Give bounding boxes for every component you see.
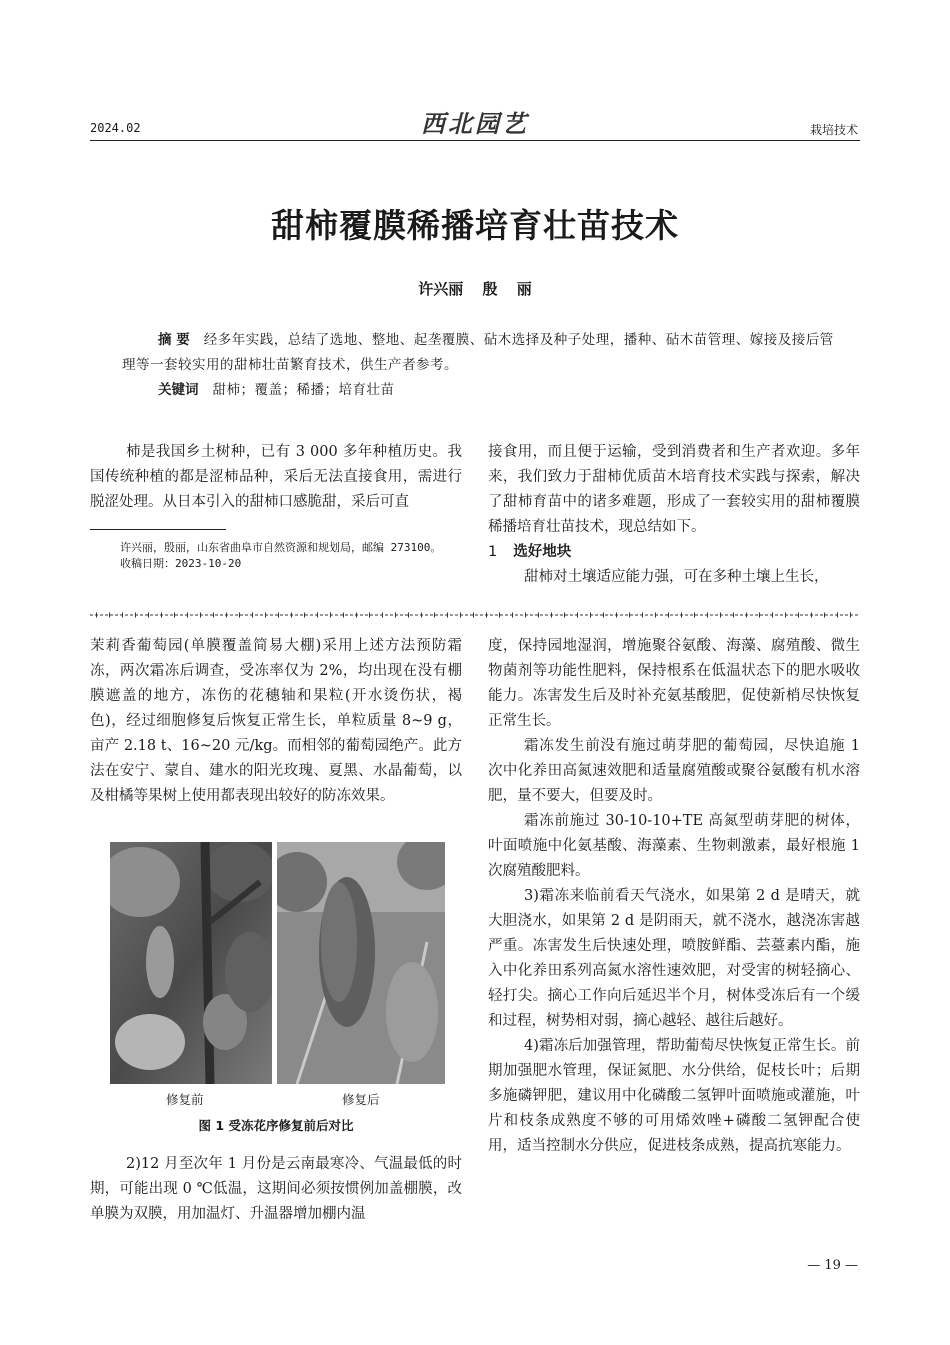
pre-frost-paragraph: 霜冻发生前没有施过萌芽肥的葡萄园，尽快追施 1 次中化养田高氮速效肥和适量腐殖酸或聚谷氨酸有机水溶肥，量不要大，但要及时。	[488, 738, 860, 804]
upper-left-column	[90, 440, 462, 515]
abstract-block	[122, 328, 838, 403]
photo-before-repair	[110, 842, 272, 1084]
intro-paragraph-continued: 接食用，而且便于运输，受到消费者和生产者欢迎。多年来，我们致力于甜柿优质苗木培育技术实践与探索，解决了甜柿育苗中的诸多难题，形成了一套较实用的甜柿覆膜稀播培育壮苗技术，现总结如下。	[488, 444, 860, 535]
section-text: 甜柿对土壤适应能力强，可在多种土壤上生长，	[524, 569, 829, 585]
lower-left-continued	[90, 1152, 462, 1227]
header-rule	[90, 140, 860, 141]
winter-paragraph: 2)12 月至次年 1 月份是云南最寒冷、气温最低的时期，可能出现 0 ℃低温，这期间必须按惯例加盖棚膜，改单膜为双膜，用加温灯、升温器增加棚内温	[90, 1156, 462, 1222]
photo-after-repair	[277, 842, 445, 1084]
keywords-text: 甜柿；覆盖；稀播；培育壮苗	[212, 382, 395, 398]
abstract-text: 经多年实践，总结了选地、整地、起垄覆膜、砧木选择及种子处理，播种、砧木苗管理、嫁接及接后管理等一套较实用的甜柿壮苗繁育技术，供生产者参考。	[122, 332, 834, 373]
lower-right-column	[488, 634, 860, 1159]
header-date: 2024.02	[90, 121, 141, 135]
section-title: 选好地块	[513, 544, 572, 560]
fertility-paragraph: 度，保持园地湿润，增施聚谷氨酸、海藻、腐殖酸、微生物菌剂等功能性肥料，保持根系在低温状态下的肥水吸收能力。冻害发生后及时补充氨基酸肥，促使新梢尽快恢复正常生长。	[488, 638, 860, 729]
lower-left-column	[90, 634, 462, 809]
footnote-author-info: 许兴丽，殷丽，山东省曲阜市自然资源和规划局，邮编 273100。	[120, 541, 442, 554]
page-cut-divider	[90, 612, 860, 618]
upper-right-column	[488, 440, 860, 590]
keywords-label: 关键词	[158, 382, 199, 398]
page-number: — 19 —	[807, 1258, 858, 1273]
caption-before: 修复前	[166, 1092, 204, 1107]
watering-paragraph: 3)霜冻来临前看天气浇水，如果第 2 d 是晴天，就大胆浇水，如果第 2 d 是阴雨天，就不浇水，越浇冻害越严重。冻害发生后快速处理，喷胺鲜酯、芸薹素内酯，施入中化养田系列高氮水溶性速效肥，对受害的树轻摘心、轻打尖。摘心工作向后延迟半个月，树体受冻后有一个缓和过程，树势相对弱，摘心越轻、越往后越好。	[488, 888, 860, 1029]
footnote-rule	[90, 529, 226, 530]
section-number: 1	[488, 544, 498, 560]
footnote-received-date: 收稿日期：2023-10-20	[120, 557, 242, 570]
article-authors: 许兴丽 殷 丽	[418, 280, 532, 298]
abstract-label: 摘 要	[158, 332, 190, 348]
section-heading	[488, 540, 860, 565]
caption-after: 修复后	[342, 1092, 380, 1107]
intro-paragraph: 柿是我国乡土树种，已有 3 000 多年种植历史。我国传统种植的都是涩柿品种，采后无法直接食用，需进行脱涩处理。从日本引入的甜柿口感脆甜，采后可直	[90, 444, 462, 510]
header-section: 栽培技术	[809, 123, 858, 137]
footnote	[90, 540, 462, 572]
post-frost-paragraph: 4)霜冻后加强管理，帮助葡萄尽快恢复正常生长。前期加强肥水管理，保证氮肥、水分供给，促枝长叶；后期多施磷钾肥，建议用中化磷酸二氢钾叶面喷施或灌施，叶片和枝条成熟度不够的可用烯效唑+磷酸二氢钾配合使用，适当控制水分供应，促进枝条成熟，提高抗寒能力。	[488, 1038, 860, 1154]
figure-caption: 图 1 受冻花序修复前后对比	[198, 1118, 354, 1133]
article-title: 甜柿覆膜稀播培育壮苗技术	[271, 206, 679, 245]
sprout-fertilizer-paragraph: 霜冻前施过 30-10-10+TE 高氮型萌芽肥的树体，叶面喷施中化氨基酸、海藻素、生物刺激素，最好根施 1 次腐殖酸肥料。	[488, 813, 860, 879]
journal-logo: 西北园艺	[421, 109, 529, 138]
vineyard-paragraph: 茉莉香葡萄园(单膜覆盖简易大棚)采用上述方法预防霜冻，两次霜冻后调查，受冻率仅为 2%，均出现在没有棚膜遮盖的地方，冻伤的花穗轴和果粒(开水烫伤状，褐色)，经过细胞修复后恢复正常生长，单粒质量 8~9 g，亩产 2.18 t、16~20 元/kg。而相邻的葡萄园绝产。此方法在安宁、蒙自、建水的阳光玫瑰、夏黑、水晶葡萄，以及柑橘等果树上使用都表现出较好的防冻效果。	[90, 638, 462, 804]
